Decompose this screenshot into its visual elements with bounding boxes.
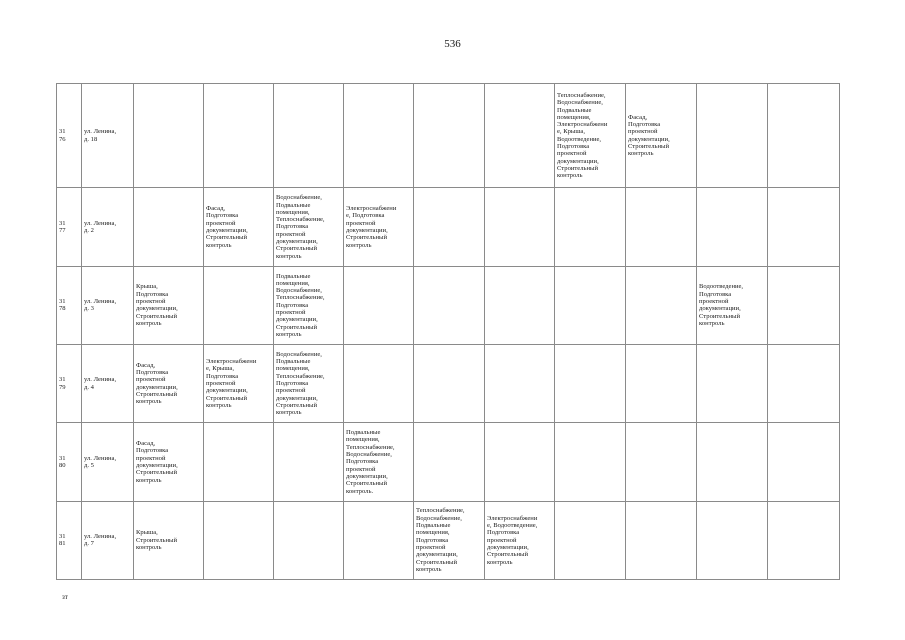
works-cell: Теплоснабжение, Водоснабжение, Подвальные помещения, Подготовка проектной документации, Строительный контроль — [414, 501, 485, 579]
empty-cell — [768, 84, 840, 188]
empty-cell — [697, 84, 768, 188]
row-number-cell: 31 76 — [57, 84, 82, 188]
empty-cell — [134, 84, 204, 188]
works-cell: Крыша, Подготовка проектной документации, Строительный контроль — [134, 266, 204, 344]
empty-cell — [414, 84, 485, 188]
works-schedule-table — [56, 83, 840, 580]
empty-cell — [697, 501, 768, 579]
empty-cell — [697, 188, 768, 266]
empty-cell — [414, 345, 485, 423]
works-cell: Водоснабжение, Подвальные помещения, Теплоснабжение, Подготовка проектной документации, Строительный контроль — [274, 345, 344, 423]
empty-cell — [274, 423, 344, 501]
empty-cell — [555, 345, 626, 423]
empty-cell — [485, 266, 555, 344]
empty-cell — [344, 345, 414, 423]
empty-cell — [626, 345, 697, 423]
empty-cell — [344, 501, 414, 579]
empty-cell — [626, 188, 697, 266]
address-cell: ул. Ленина, д. 4 — [82, 345, 134, 423]
table-row — [57, 84, 840, 188]
empty-cell — [414, 266, 485, 344]
empty-cell — [134, 188, 204, 266]
address-cell: ул. Ленина, д. 2 — [82, 188, 134, 266]
row-number-cell: 31 79 — [57, 345, 82, 423]
empty-cell — [485, 188, 555, 266]
empty-cell — [768, 188, 840, 266]
empty-cell — [626, 266, 697, 344]
empty-cell — [768, 266, 840, 344]
empty-cell — [274, 84, 344, 188]
row-number-cell: 31 81 — [57, 501, 82, 579]
empty-cell — [204, 266, 274, 344]
table-row — [57, 423, 840, 501]
address-cell: ул. Ленина, д. 18 — [82, 84, 134, 188]
row-number-cell: 31 78 — [57, 266, 82, 344]
empty-cell — [204, 84, 274, 188]
empty-cell — [697, 423, 768, 501]
empty-cell — [555, 501, 626, 579]
works-cell: Подвальные помещения, Теплоснабжение, Водоснабжение, Подготовка проектной документации, Строительный контроль. — [344, 423, 414, 501]
works-cell: Фасад, Подготовка проектной документации, Строительный контроль — [134, 423, 204, 501]
empty-cell — [204, 501, 274, 579]
empty-cell — [204, 423, 274, 501]
works-cell: Крыша, Строительный контроль — [134, 501, 204, 579]
empty-cell — [626, 423, 697, 501]
empty-cell — [555, 266, 626, 344]
page-number: 536 — [444, 38, 461, 50]
empty-cell — [485, 345, 555, 423]
empty-cell — [274, 501, 344, 579]
empty-cell — [414, 188, 485, 266]
empty-cell — [485, 423, 555, 501]
works-cell: Фасад, Подготовка проектной документации, Строительный контроль — [134, 345, 204, 423]
works-cell: Водоснабжение, Подвальные помещения, Теплоснабжение, Подготовка проектной документации, Строительный контроль — [274, 188, 344, 266]
works-cell: Водоотведение, Подготовка проектной документации, Строительный контроль — [697, 266, 768, 344]
empty-cell — [485, 84, 555, 188]
works-cell: Электроснабжени е, Водоотведение, Подготовка проектной документации, Строительный контроль — [485, 501, 555, 579]
works-cell: Фасад, Подготовка проектной документации, Строительный контроль — [626, 84, 697, 188]
empty-cell — [768, 423, 840, 501]
address-cell: ул. Ленина, д. 7 — [82, 501, 134, 579]
table-row — [57, 188, 840, 266]
row-number-cell: 31 77 — [57, 188, 82, 266]
empty-cell — [344, 84, 414, 188]
works-cell: Электроснабжени е, Крыша, Подготовка проектной документации, Строительный контроль — [204, 345, 274, 423]
works-cell: Фасад, Подготовка проектной документации, Строительный контроль — [204, 188, 274, 266]
empty-cell — [555, 188, 626, 266]
table-row — [57, 501, 840, 579]
empty-cell — [626, 501, 697, 579]
works-cell: Подвальные помещения, Водоснабжение, Теплоснабжение, Подготовка проектной документации, Строительный контроль — [274, 266, 344, 344]
empty-cell — [414, 423, 485, 501]
empty-cell — [344, 266, 414, 344]
address-cell: ул. Ленина, д. 5 — [82, 423, 134, 501]
empty-cell — [555, 423, 626, 501]
address-cell: ул. Ленина, д. 3 — [82, 266, 134, 344]
works-cell: Электроснабжени е, Подготовка проектной документации, Строительный контроль — [344, 188, 414, 266]
empty-cell — [768, 501, 840, 579]
works-cell: Теплоснабжение, Водоснабжение, Подвальные помещения, Электроснабжени е, Крыша, Водоотведение, Подготовка проектной документации, Строительный контроль — [555, 84, 626, 188]
empty-cell — [768, 345, 840, 423]
footer-mark: зт — [62, 593, 68, 601]
table-row — [57, 345, 840, 423]
row-number-cell: 31 80 — [57, 423, 82, 501]
table-row — [57, 266, 840, 344]
empty-cell — [697, 345, 768, 423]
